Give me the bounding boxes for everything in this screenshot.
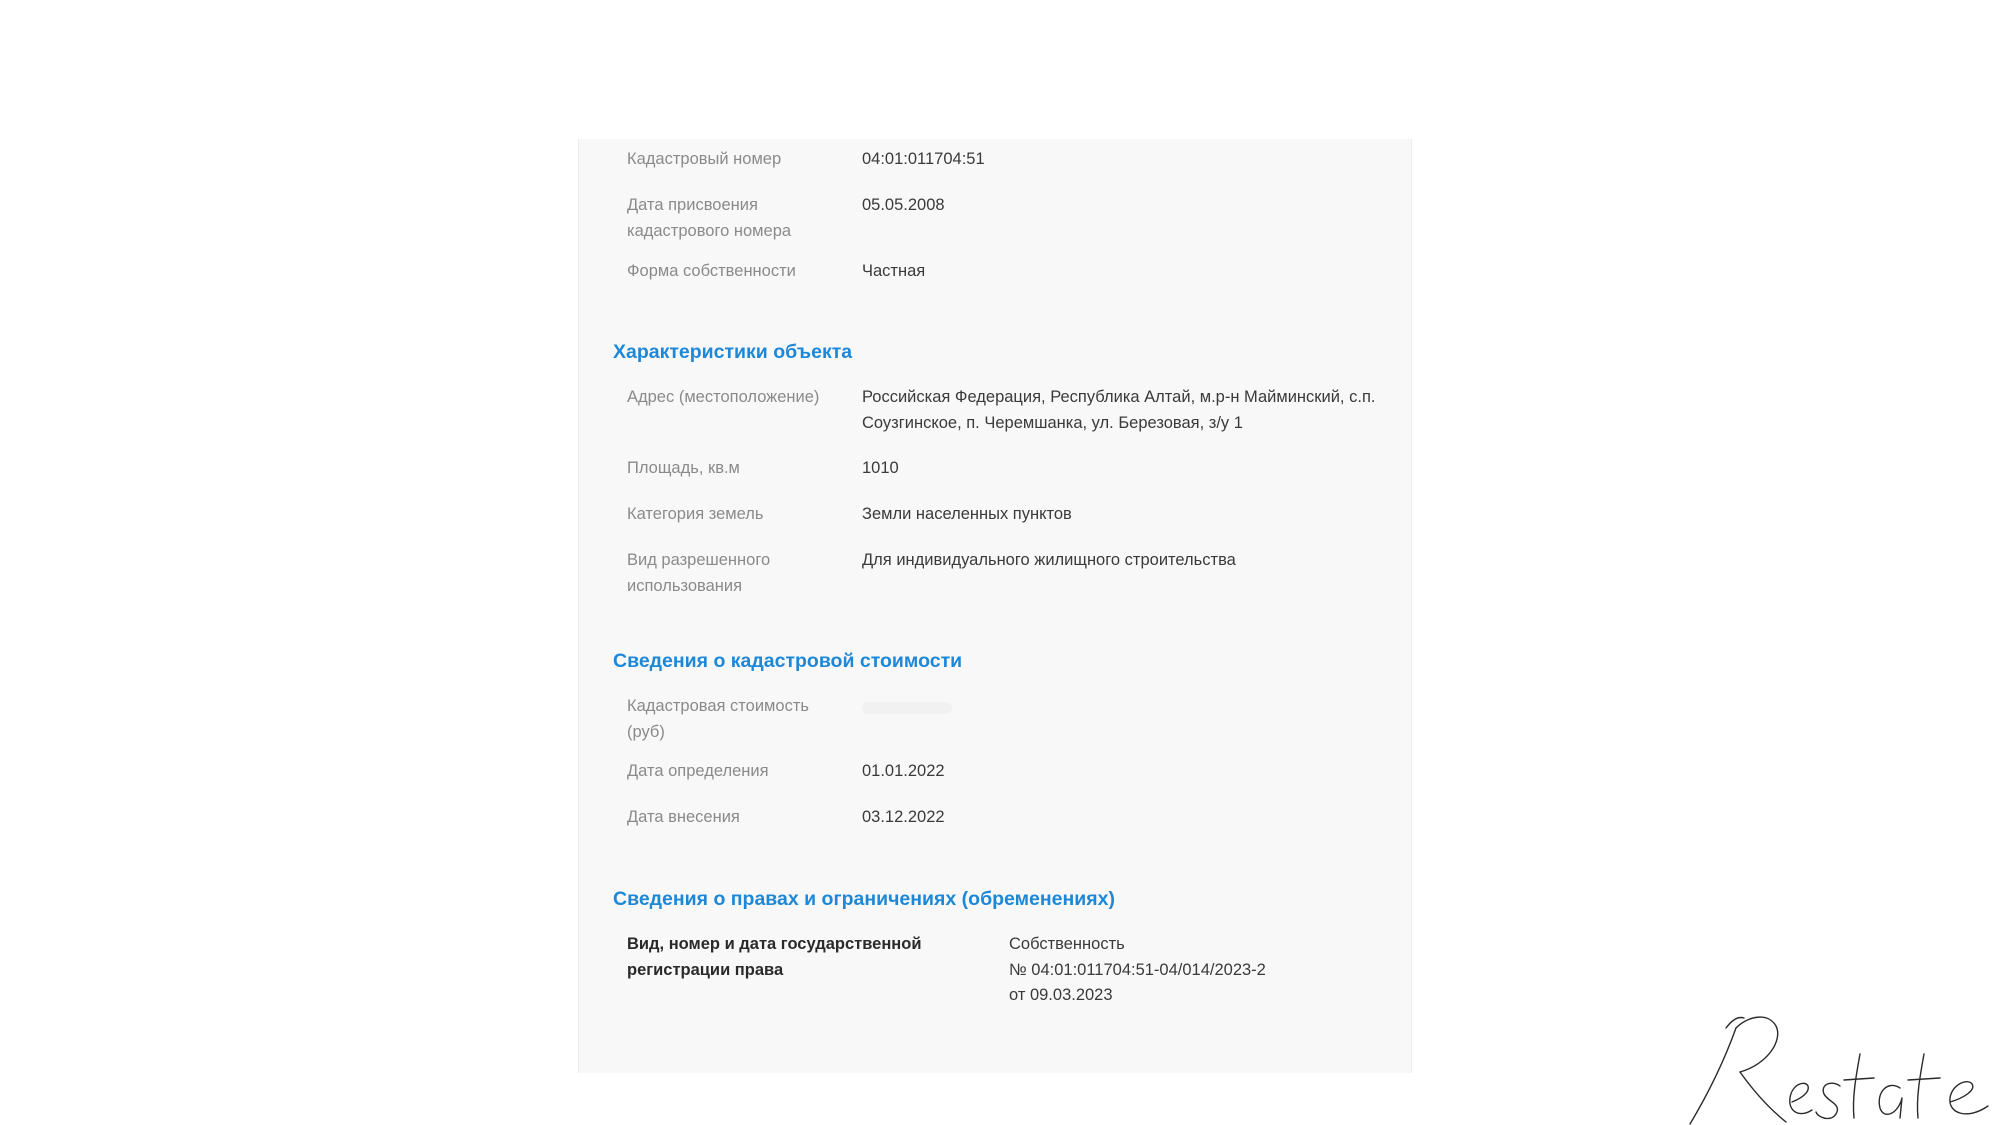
row-value: Частная — [862, 262, 926, 280]
row-label: Кадастровый номер — [627, 150, 782, 168]
row-value — [862, 694, 1402, 723]
row-value: Российская Федерация, Республика Алтай, м.р-н Майминский, с.п. Соузгинское, п. Черемшанка, ул. Березовая, з/у 1 — [862, 388, 1376, 432]
faint-watermark — [1490, 890, 1512, 972]
redacted-value — [862, 702, 952, 714]
row-label: Адрес (местоположение) — [627, 388, 820, 406]
row-value: 01.01.2022 — [862, 762, 945, 780]
section-title-characteristics: Характеристики объекта — [613, 341, 853, 363]
row-value: Для индивидуального жилищного строительства — [862, 551, 1236, 569]
row-label: Вид разрешенного использования — [627, 551, 771, 595]
row-value: 03.12.2022 — [862, 808, 945, 826]
row-label: Форма собственности — [627, 262, 796, 280]
row-label: Вид, номер и дата государственной регистрации права — [627, 935, 922, 979]
row-value: 04:01:011704:51 — [862, 150, 985, 168]
row-label: Дата внесения — [627, 808, 740, 826]
section-title-cadastral-value: Сведения о кадастровой стоимости — [613, 650, 963, 672]
section-title-rights: Сведения о правах и ограничениях (обременениях) — [613, 888, 1116, 910]
restate-logo — [1688, 1014, 2000, 1125]
rights-date: от 09.03.2023 — [1009, 986, 1113, 1004]
row-value: 1010 — [862, 459, 899, 477]
rights-number: № 04:01:011704:51-04/014/2023-2 — [1009, 960, 1266, 979]
row-label: Дата определения — [627, 762, 769, 780]
row-label: Категория земель — [627, 505, 764, 523]
row-value: Земли населенных пунктов — [862, 505, 1072, 523]
rights-type: Собственность — [1009, 935, 1125, 953]
row-value: 05.05.2008 — [862, 196, 945, 214]
row-value — [1009, 932, 1309, 1009]
row-label: Площадь, кв.м — [627, 459, 740, 477]
cadastral-record-panel — [578, 139, 1412, 1073]
row-label: Дата присвоения кадастрового номера — [627, 196, 792, 240]
row-label: Кадастровая стоимость (руб) — [627, 697, 809, 741]
